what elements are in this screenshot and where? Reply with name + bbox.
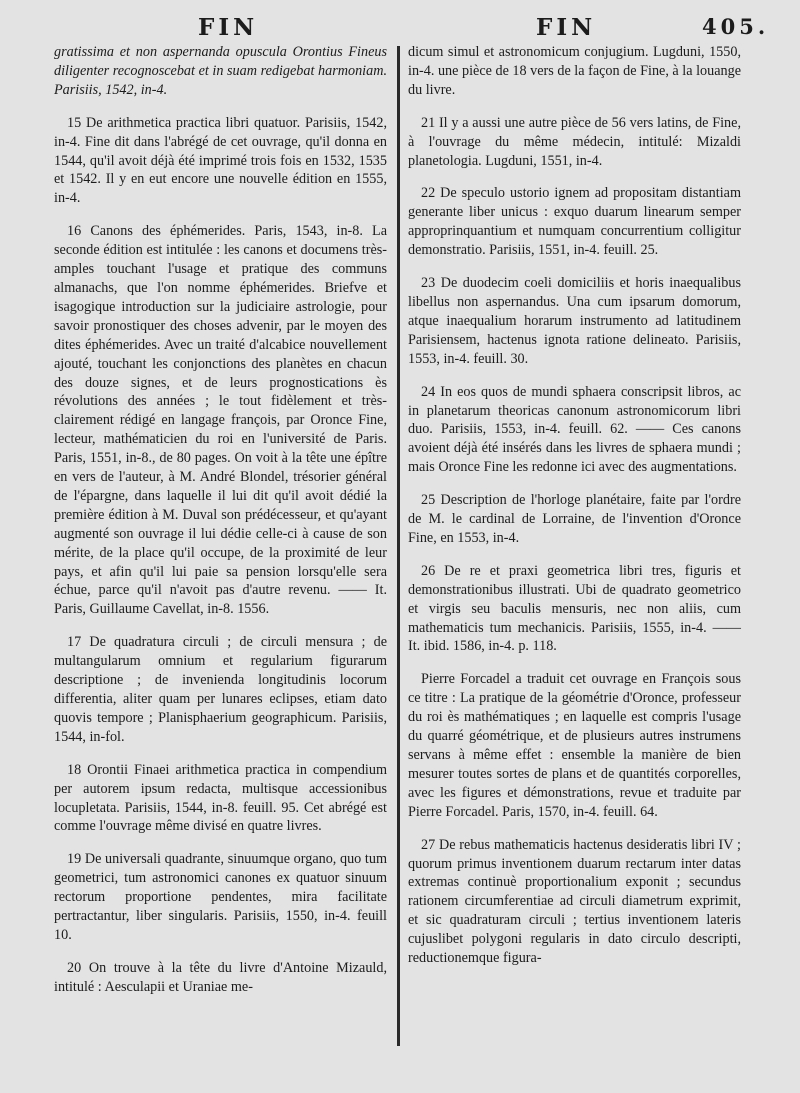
entry-20-continued: dicum simul et astronomicum conjugium. Lugduni, 1550, in-4. une pièce de 18 vers de la façon de Fine, à la louange du livre.: [408, 44, 741, 98]
entry-18: 18 Orontii Finaei arithmetica practica in compendium per autorem ipsum redacta, multisque accessionibus locupletata. Parisiis, 1544, in-8. feuill. 95. Cet abrégé est comme l'ouvrage même divisé en quatre livres.: [54, 761, 387, 835]
entry-15: 15 De arithmetica practica libri quatuor. Parisiis, 1542, in-4. Fine dit dans l'abrégé de cet ouvrage, qu'il donna en 1544, qu'il avoit déjà été imprimé trois fois en 1532, 1535 et 1542. Il y en eut encore une nouvelle édition en 1555, in-4.: [54, 114, 387, 207]
right-column: [408, 43, 741, 968]
column-divider: [397, 46, 400, 1046]
entry-19: 19 De universali quadrante, sinuumque organo, quo tum geometrici, tum astronomici canones ex quatuor sinuum rectorum proportione pendentes, mira facilitate pertractantur, liber singularis. Parisiis, 1550, in-4. feuill 10.: [54, 851, 387, 943]
entry-17: 17 De quadratura circuli ; de circuli mensura ; de multangularum omnium et regularium figurarum descriptione ; de invenienda longitudinis locorum differentia, aliter quam per lunares eclipses, etiam dato quovis tempore ; Planisphaerium geographicum. Parisiis, 1544, in-fol.: [54, 634, 387, 745]
entry-20: 20 On trouve à la tête du livre d'Antoine Mizauld, intitulé : Aesculapii et Uraniae me-: [54, 959, 387, 995]
entry-27: 27 De rebus mathematicis hactenus desideratis libri IV ; quorum primus inventionem duarum rectarum inter datas extremas continuè proportionalium exponit ; secundus rationem circumferentiae ad circuli diametrum exprimit, et sic quadraturam circuli ; tertius inventionem lateris cujuslibet polygoni regularis in dato circulo descripti, reductionemque figura-: [408, 836, 741, 967]
entry-23: 23 De duodecim coeli domiciliis et horis inaequalibus libellus non aspernandus. Una cum ipsarum domorum, atque inaequalium horarum instrumento ad latitudinem Parisiensem, hactenus ignota ratione delineato. Parisiis, 1553, in-4. feuill. 30.: [408, 275, 741, 367]
entry-continuation-text: gratissima et non aspernanda opuscula Orontius Fineus diligenter recognoscebat et in suam redigebat harmoniam. Parisiis, 1542, in-4.: [54, 44, 387, 98]
running-title-left: FIN: [198, 14, 259, 41]
forcadel-translation-note: Pierre Forcadel a traduit cet ouvrage en François sous ce titre : La pratique de la géométrie d'Oronce, professeur du roi ès mathématiques ; en laquelle est compris l'usage du quarré géométrique, et de plusieurs autres instrumens servans à même effet : ensemble la manière de bien mesurer toutes sortes de plans et de quantités corporelles, avec les figures et démonstrations, revue et traduite par Pierre Forcadel. Paris, 1570, in-4. feuill. 64.: [408, 671, 741, 820]
entry-26: 26 De re et praxi geometrica libri tres, figuris et demonstrationibus illustrati. Ubi de quadrato geometrico et virgis seu baculis mensuris, nec non aliis, cum mathematicis tum mechanicis. Parisiis, 1555, in-4. —— It. ibid. 1586, in-4. p. 118.: [408, 562, 741, 655]
entry-22: 22 De speculo ustorio ignem ad propositam distantiam generante liber unicus : exquo duarum linearum semper approprinquantium et numquam concurrentium colligitur demonstratio. Parisiis, 1551, in-4. feuill. 25.: [408, 185, 741, 259]
left-column: [54, 43, 387, 997]
entry-21: 21 Il y a aussi une autre pièce de 56 vers latins, de Fine, à l'ouvrage du même médecin, intitulé: Mizaldi planetologia. Lugduni, 1551, in-4.: [408, 114, 741, 169]
entry-25: 25 Description de l'horloge planétaire, faite par l'ordre de M. le cardinal de Lorraine, de l'invention d'Oronce Fine, en 1553, in-4.: [408, 492, 741, 546]
entry-24: 24 In eos quos de mundi sphaera conscripsit libros, ac in planetarum theoricas canonum astronomicorum libri duo. Parisiis, 1553, in-4. feuill. 62. —— Ces canons avoient déjà été insérés dans les livres de sphaera mundi ; mais Oronce Fine les redonne ici avec des augmentations.: [408, 383, 741, 476]
page-number: 405.: [702, 14, 770, 39]
entry-16: 16 Canons des éphémerides. Paris, 1543, in-8. La seconde édition est intitulée : les canons et documens très-amples touchant l'usage et pratique des communs almanachs, que l'on nomme éphémerides. Briefve et isagogique introduction sur la judiciaire astrologie, pour savoir pronostiquer des choses advenir, par le moyen des dites éphémerides. Avec un traité d'alcabice nouvellement ajouté, touchant les conjonctions des planètes en chacun des douze signes, et de leurs prognostications ès révolutions des années ; le tout fidèlement et très-clairement rédigé en langage françois, par Oronce Fine, lecteur, mathématicien du roi en l'université de Paris. Paris, 1551, in-8., de 80 pages. On voit à la tête une épître en vers de l'auteur, à M. André Blondel, trésorier général de l'épargne, dans laquelle il lui dit qu'il avoit dédié la première édition à M. Duval son prédécesseur, et qu'ayant augmenté son ouvrage il lui dédie celle-ci à cause de son mérite, de la place qu'il occupe, de la proximité de leur pays, et afin qu'il lui paie sa pension lorsqu'elle sera échue, parce qu'il n'avoit pas d'autre revenu. —— It. Paris, Guillaume Cavellat, in-8. 1556.: [54, 223, 387, 618]
running-title-right: FIN: [536, 14, 597, 41]
